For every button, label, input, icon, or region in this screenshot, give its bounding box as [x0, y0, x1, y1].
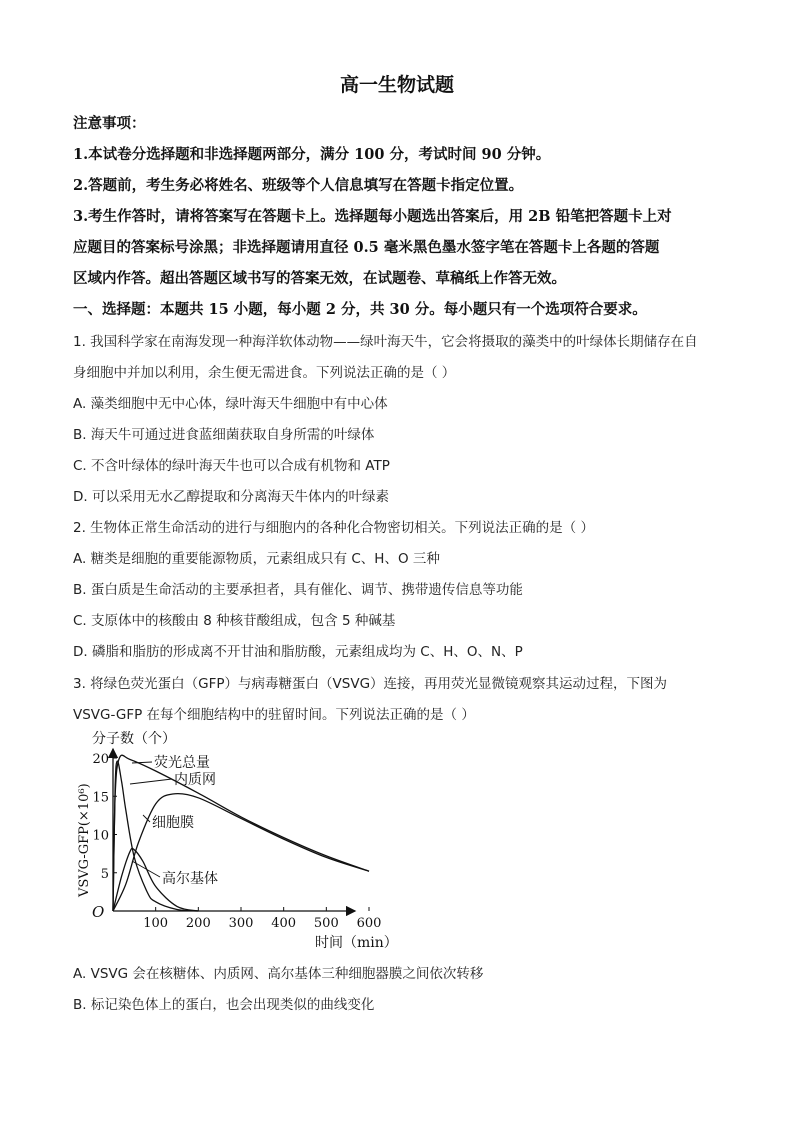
y-tick-label: 10 — [92, 828, 109, 844]
question-stem: VSVG-GFP 在每个细胞结构中的驻留时间。下列说法正确的是（ ） — [73, 707, 475, 723]
notice-heading: 注意事项： — [73, 115, 146, 132]
x-tick-label: 100 — [143, 916, 169, 931]
answer-option: C. 支原体中的核酸由 8 种核苷酸组成，包含 5 种碱基 — [73, 613, 396, 629]
series-label: 内质网 — [174, 772, 216, 788]
series-leader-line — [130, 779, 172, 784]
notice-item: 1.本试卷分选择题和非选择题两部分，满分 100 分，考试时间 90 分钟。 — [73, 146, 551, 163]
notice-item: 2.答题前，考生务必将姓名、班级等个人信息填写在答题卡指定位置。 — [73, 177, 524, 194]
answer-option: D. 可以采用无水乙醇提取和分离海天牛体内的叶绿素 — [73, 489, 389, 505]
x-axis-label: 时间（min） — [315, 935, 398, 951]
series-label: 荧光总量 — [154, 755, 210, 771]
y-axis-label: VSVG-GFP(×10⁶) — [77, 783, 92, 897]
answer-option: A. VSVG 会在核糖体、内质网、高尔基体三种细胞器膜之间依次转移 — [73, 966, 484, 982]
x-tick-label: 300 — [228, 916, 254, 931]
x-tick-label: 500 — [313, 916, 339, 931]
series-line-3 — [113, 794, 369, 911]
notice-item: 应题目的答案标号涂黑；非选择题请用直径 0.5 毫米黑色墨水签字笔在答题卡上各题的答题 — [73, 239, 660, 256]
answer-option: A. 藻类细胞中无中心体，绿叶海天牛细胞中有中心体 — [73, 396, 388, 412]
question-stem: 1. 我国科学家在南海发现一种海洋软体动物——绿叶海天牛，它会将摄取的藻类中的叶绿体长期储存在自 — [73, 334, 698, 350]
page-title: 高一生物试题 — [339, 74, 454, 96]
answer-option: C. 不含叶绿体的绿叶海天牛也可以合成有机物和 ATP — [73, 458, 390, 474]
series-line-1 — [113, 755, 369, 911]
question-stem: 2. 生物体正常生命活动的进行与细胞内的各种化合物密切相关。下列说法正确的是（ ） — [73, 520, 594, 536]
y-tick-label: 15 — [92, 790, 109, 806]
notice-item: 3.考生作答时，请将答案写在答题卡上。选择题每小题选出答案后，用 2B 铅笔把答题卡上对 — [73, 208, 672, 225]
answer-option: B. 蛋白质是生命活动的主要承担者，具有催化、调节、携带遗传信息等功能 — [73, 582, 523, 598]
question-stem: 3. 将绿色荧光蛋白（GFP）与病毒糖蛋白（VSVG）连接，再用荧光显微镜观察其运动过程，下图为 — [73, 676, 668, 692]
series-label: 细胞膜 — [152, 815, 194, 831]
series-leader-line — [132, 861, 160, 877]
y-tick-label: 20 — [92, 752, 109, 767]
series-leader-line — [132, 762, 152, 763]
answer-option: B. 海天牛可通过进食蓝细菌获取自身所需的叶绿体 — [73, 427, 375, 443]
chart-top-label: 分子数（个） — [92, 731, 176, 747]
origin-label: O — [92, 903, 105, 921]
answer-option: D. 磷脂和脂肪的形成离不开甘油和脂肪酸，元素组成均为 C、H、O、N、P — [73, 644, 523, 660]
residence-time-chart — [70, 727, 430, 953]
section-heading: 一、选择题：本题共 15 小题，每小题 2 分，共 30 分。每小题只有一个选项符合要求。 — [73, 301, 647, 318]
question-stem: 身细胞中并加以利用，余生便无需进食。下列说法正确的是（ ） — [73, 365, 456, 381]
answer-option: A. 糖类是细胞的重要能源物质，元素组成只有 C、H、O 三种 — [73, 551, 440, 567]
answer-option: B. 标记染色体上的蛋白，也会出现类似的曲线变化 — [73, 997, 375, 1013]
x-tick-label: 600 — [356, 916, 382, 931]
x-tick-label: 200 — [185, 916, 211, 931]
notice-item: 区域内作答。超出答题区域书写的答案无效，在试题卷、草稿纸上作答无效。 — [73, 270, 566, 287]
series-label: 高尔基体 — [162, 871, 218, 887]
y-tick-label: 5 — [100, 866, 109, 882]
x-tick-label: 400 — [271, 916, 297, 931]
